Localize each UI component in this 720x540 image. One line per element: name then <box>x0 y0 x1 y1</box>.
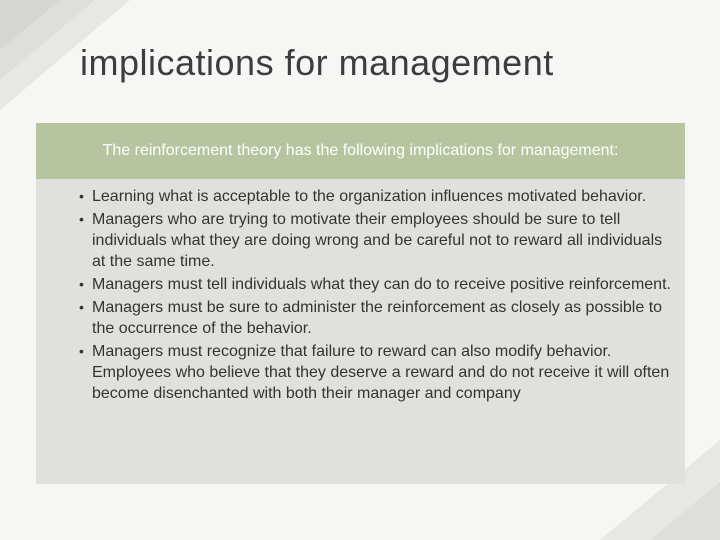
bullet-icon: • <box>79 299 84 315</box>
bullet-icon: • <box>79 276 84 292</box>
table-body <box>36 179 685 404</box>
content-table <box>36 123 685 484</box>
bullet-icon: • <box>79 343 84 359</box>
bullet-text: Managers who are trying to motivate their employees should be sure to tell individuals what they are doing wrong and be careful not to reward all individuals at the same time. <box>92 211 663 270</box>
bullet-icon: • <box>79 211 84 227</box>
bullet-text: Managers must tell individuals what they can do to receive positive reinforcement. <box>92 276 671 293</box>
bullet-icon: • <box>79 188 84 204</box>
bullet-item <box>58 297 675 339</box>
bullet-text: Managers must recognize that failure to reward can also modify behavior. Employees who believe that they deserve a reward and do not receive it will often become disenchanted with both their manager and company <box>92 343 670 402</box>
bullet-text: Managers must be sure to administer the reinforcement as closely as possible to the occurrence of the behavior. <box>92 299 663 337</box>
bullet-item <box>58 186 675 207</box>
bullet-text: Learning what is acceptable to the organization influences motivated behavior. <box>92 188 647 205</box>
bullet-item <box>58 274 675 295</box>
slide-title: implications for management <box>80 42 554 83</box>
table-header: The reinforcement theory has the following implications for management: <box>36 123 685 179</box>
bullet-item <box>58 209 675 272</box>
bullet-item <box>58 341 675 404</box>
